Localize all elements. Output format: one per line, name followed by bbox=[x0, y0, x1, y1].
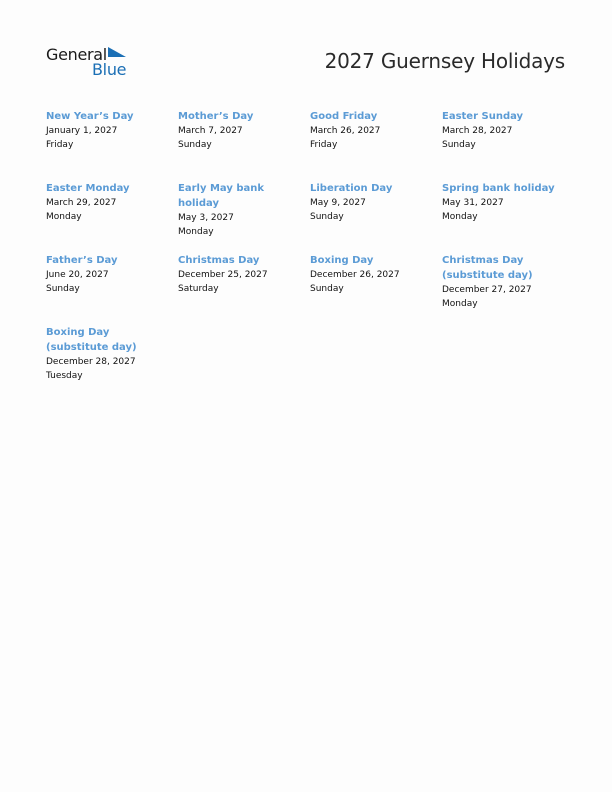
holiday-item bbox=[310, 109, 442, 181]
holiday-item bbox=[46, 109, 178, 181]
holiday-date: March 26, 2027 bbox=[310, 126, 381, 136]
logo-general-text: General bbox=[46, 45, 107, 64]
holiday-item bbox=[178, 109, 310, 181]
holiday-date: December 26, 2027 bbox=[310, 270, 400, 280]
holiday-weekday: Friday bbox=[46, 140, 74, 150]
holiday-weekday: Sunday bbox=[310, 212, 344, 222]
holiday-weekday: Monday bbox=[442, 299, 478, 309]
holiday-name: Spring bank holiday bbox=[442, 183, 555, 194]
holiday-date: May 3, 2027 bbox=[178, 213, 234, 223]
holiday-name: Good Friday bbox=[310, 111, 378, 122]
holiday-name: Boxing Day bbox=[310, 255, 374, 266]
holiday-date: May 9, 2027 bbox=[310, 198, 366, 208]
holiday-name: Christmas Day (substitute day) bbox=[442, 255, 533, 281]
holiday-item bbox=[46, 181, 178, 253]
logo-triangle-icon bbox=[106, 45, 128, 61]
page-title: 2027 Guernsey Holidays bbox=[324, 49, 565, 73]
holiday-date: May 31, 2027 bbox=[442, 198, 504, 208]
holiday-weekday: Monday bbox=[442, 212, 478, 222]
holiday-name: Easter Monday bbox=[46, 183, 130, 194]
holiday-item bbox=[46, 253, 178, 325]
holiday-name: New Year’s Day bbox=[46, 111, 134, 122]
holiday-item bbox=[178, 253, 310, 325]
holiday-name: Easter Sunday bbox=[442, 111, 524, 122]
holiday-weekday: Friday bbox=[310, 140, 338, 150]
holiday-name: Boxing Day (substitute day) bbox=[46, 327, 137, 353]
holiday-name: Christmas Day bbox=[178, 255, 260, 266]
holiday-date: June 20, 2027 bbox=[46, 270, 109, 280]
logo bbox=[46, 44, 136, 80]
holiday-weekday: Sunday bbox=[46, 284, 80, 294]
logo-blue-text: Blue bbox=[92, 60, 127, 79]
holiday-name: Liberation Day bbox=[310, 183, 393, 194]
holiday-date: March 29, 2027 bbox=[46, 198, 117, 208]
holiday-name: Mother’s Day bbox=[178, 111, 254, 122]
holiday-item bbox=[442, 181, 574, 253]
holiday-weekday: Tuesday bbox=[46, 371, 83, 381]
holiday-item bbox=[310, 253, 442, 325]
holiday-name: Early May bank holiday bbox=[178, 183, 265, 209]
holiday-weekday: Monday bbox=[46, 212, 82, 222]
holiday-weekday: Sunday bbox=[178, 140, 212, 150]
holiday-weekday: Monday bbox=[178, 227, 214, 237]
holiday-date: March 7, 2027 bbox=[178, 126, 243, 136]
holiday-item bbox=[442, 253, 574, 325]
holiday-weekday: Sunday bbox=[310, 284, 344, 294]
holiday-item bbox=[46, 325, 178, 397]
holiday-item bbox=[310, 181, 442, 253]
holiday-grid bbox=[46, 109, 576, 397]
holiday-date: December 25, 2027 bbox=[178, 270, 268, 280]
holiday-date: December 28, 2027 bbox=[46, 357, 136, 367]
holiday-weekday: Sunday bbox=[442, 140, 476, 150]
holiday-item bbox=[178, 181, 310, 253]
holiday-date: December 27, 2027 bbox=[442, 285, 532, 295]
holiday-item bbox=[442, 109, 574, 181]
holiday-name: Father’s Day bbox=[46, 255, 118, 266]
holiday-date: March 28, 2027 bbox=[442, 126, 513, 136]
holiday-date: January 1, 2027 bbox=[46, 126, 118, 136]
holiday-weekday: Saturday bbox=[178, 284, 219, 294]
